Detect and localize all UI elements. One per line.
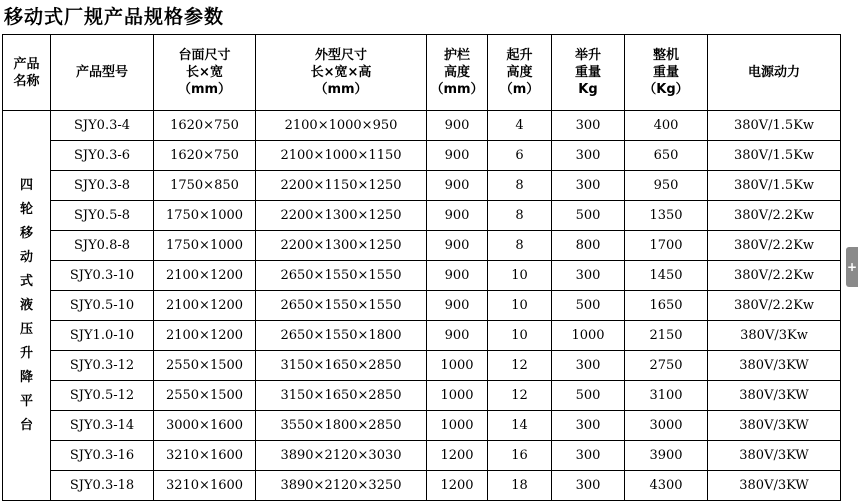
- table-row: [3, 411, 841, 441]
- cell-outer-size: 2200×1300×1250: [256, 201, 427, 231]
- cell-guard-height: 1200: [427, 471, 488, 501]
- side-expand-button[interactable]: +: [846, 247, 858, 287]
- header-lift-weight: 举升 重量 Kg: [552, 35, 625, 111]
- cell-power: 380V/3KW: [708, 471, 841, 501]
- cell-machine-weight: 3900: [625, 441, 708, 471]
- table-row: [3, 381, 841, 411]
- cell-outer-size: 2650×1550×1800: [256, 321, 427, 351]
- table-row: [3, 231, 841, 261]
- cell-outer-size: 2100×1000×950: [256, 111, 427, 141]
- cell-table-size: 1620×750: [154, 141, 256, 171]
- cell-machine-weight: 1700: [625, 231, 708, 261]
- cell-lift-weight: 800: [552, 231, 625, 261]
- cell-guard-height: 1200: [427, 441, 488, 471]
- table-row: [3, 321, 841, 351]
- cell-table-size: 1750×850: [154, 171, 256, 201]
- cell-lift-height: 4: [488, 111, 552, 141]
- cell-outer-size: 3890×2120×3250: [256, 471, 427, 501]
- cell-power: 380V/3KW: [708, 411, 841, 441]
- cell-outer-size: 3150×1650×2850: [256, 381, 427, 411]
- cell-outer-size: 3890×2120×3030: [256, 441, 427, 471]
- cell-machine-weight: 2750: [625, 351, 708, 381]
- cell-machine-weight: 3100: [625, 381, 708, 411]
- cell-table-size: 3210×1600: [154, 471, 256, 501]
- cell-lift-height: 10: [488, 321, 552, 351]
- cell-table-size: 2100×1200: [154, 291, 256, 321]
- cell-guard-height: 900: [427, 111, 488, 141]
- cell-lift-weight: 500: [552, 201, 625, 231]
- cell-machine-weight: 650: [625, 141, 708, 171]
- cell-lift-weight: 300: [552, 351, 625, 381]
- cell-lift-height: 18: [488, 471, 552, 501]
- cell-lift-height: 8: [488, 231, 552, 261]
- cell-power: 380V/2.2Kw: [708, 261, 841, 291]
- cell-model: SJY0.3-6: [51, 141, 154, 171]
- table-row: [3, 351, 841, 381]
- cell-lift-height: 14: [488, 411, 552, 441]
- table-row: [3, 441, 841, 471]
- cell-power: 380V/2.2Kw: [708, 291, 841, 321]
- table-row: [3, 171, 841, 201]
- cell-outer-size: 3150×1650×2850: [256, 351, 427, 381]
- cell-model: SJY0.5-10: [51, 291, 154, 321]
- cell-model: SJY1.0-10: [51, 321, 154, 351]
- cell-model: SJY0.3-14: [51, 411, 154, 441]
- table-row: [3, 471, 841, 501]
- cell-power: 380V/2.2Kw: [708, 231, 841, 261]
- cell-lift-weight: 300: [552, 141, 625, 171]
- cell-model: SJY0.3-8: [51, 171, 154, 201]
- cell-table-size: 3210×1600: [154, 441, 256, 471]
- header-outer-size: 外型尺寸 长×宽×高 （mm）: [256, 35, 427, 111]
- cell-machine-weight: 950: [625, 171, 708, 201]
- page-title: 移动式厂规产品规格参数: [4, 6, 225, 28]
- cell-model: SJY0.3-12: [51, 351, 154, 381]
- cell-model: SJY0.5-12: [51, 381, 154, 411]
- cell-model: SJY0.3-16: [51, 441, 154, 471]
- cell-lift-weight: 300: [552, 471, 625, 501]
- cell-power: 380V/1.5Kw: [708, 141, 841, 171]
- cell-outer-size: 2100×1000×1150: [256, 141, 427, 171]
- cell-table-size: 2100×1200: [154, 261, 256, 291]
- cell-lift-weight: 500: [552, 291, 625, 321]
- cell-guard-height: 1000: [427, 381, 488, 411]
- header-table-size: 台面尺寸 长×宽 （mm）: [154, 35, 256, 111]
- cell-table-size: 3000×1600: [154, 411, 256, 441]
- table-header-row: [3, 35, 841, 111]
- cell-guard-height: 1000: [427, 411, 488, 441]
- cell-model: SJY0.8-8: [51, 231, 154, 261]
- cell-outer-size: 2650×1550×1550: [256, 261, 427, 291]
- cell-guard-height: 900: [427, 171, 488, 201]
- cell-outer-size: 2200×1150×1250: [256, 171, 427, 201]
- cell-lift-height: 10: [488, 261, 552, 291]
- product-category-cell: [3, 111, 51, 501]
- cell-table-size: 2550×1500: [154, 351, 256, 381]
- cell-lift-height: 12: [488, 351, 552, 381]
- header-product-name: 产品 名称: [3, 35, 51, 111]
- cell-lift-weight: 300: [552, 111, 625, 141]
- cell-guard-height: 900: [427, 291, 488, 321]
- cell-machine-weight: 1350: [625, 201, 708, 231]
- cell-machine-weight: 1450: [625, 261, 708, 291]
- header-guard-height: 护栏 高度 （mm）: [427, 35, 488, 111]
- cell-lift-weight: 500: [552, 381, 625, 411]
- product-category: 四轮移动式液压升降平台: [19, 177, 33, 433]
- cell-power: 380V/3KW: [708, 351, 841, 381]
- cell-lift-weight: 300: [552, 171, 625, 201]
- cell-lift-weight: 300: [552, 411, 625, 441]
- cell-table-size: 2100×1200: [154, 321, 256, 351]
- cell-machine-weight: 1650: [625, 291, 708, 321]
- cell-model: SJY0.5-8: [51, 201, 154, 231]
- cell-lift-height: 16: [488, 441, 552, 471]
- cell-lift-weight: 300: [552, 261, 625, 291]
- cell-guard-height: 900: [427, 321, 488, 351]
- spec-table: [2, 34, 841, 501]
- table-row: [3, 111, 841, 141]
- cell-table-size: 1750×1000: [154, 231, 256, 261]
- cell-guard-height: 900: [427, 261, 488, 291]
- cell-guard-height: 900: [427, 231, 488, 261]
- cell-outer-size: 3550×1800×2850: [256, 411, 427, 441]
- header-machine-weight: 整机 重量 （Kg）: [625, 35, 708, 111]
- cell-lift-height: 10: [488, 291, 552, 321]
- cell-power: 380V/1.5Kw: [708, 111, 841, 141]
- cell-outer-size: 2650×1550×1550: [256, 291, 427, 321]
- header-model: 产品型号: [51, 35, 154, 111]
- cell-guard-height: 900: [427, 201, 488, 231]
- cell-model: SJY0.3-18: [51, 471, 154, 501]
- cell-lift-height: 6: [488, 141, 552, 171]
- table-row: [3, 261, 841, 291]
- cell-power: 380V/2.2Kw: [708, 201, 841, 231]
- table-row: [3, 201, 841, 231]
- cell-model: SJY0.3-10: [51, 261, 154, 291]
- cell-power: 380V/1.5Kw: [708, 171, 841, 201]
- cell-guard-height: 900: [427, 141, 488, 171]
- cell-table-size: 2550×1500: [154, 381, 256, 411]
- cell-lift-weight: 300: [552, 441, 625, 471]
- cell-power: 380V/3KW: [708, 441, 841, 471]
- cell-model: SJY0.3-4: [51, 111, 154, 141]
- cell-lift-height: 8: [488, 171, 552, 201]
- cell-power: 380V/3KW: [708, 381, 841, 411]
- cell-power: 380V/3Kw: [708, 321, 841, 351]
- cell-lift-weight: 1000: [552, 321, 625, 351]
- cell-machine-weight: 3000: [625, 411, 708, 441]
- cell-table-size: 1750×1000: [154, 201, 256, 231]
- cell-outer-size: 2200×1300×1250: [256, 231, 427, 261]
- cell-guard-height: 1000: [427, 351, 488, 381]
- header-lift-height: 起升 高度 （m）: [488, 35, 552, 111]
- cell-lift-height: 8: [488, 201, 552, 231]
- cell-table-size: 1620×750: [154, 111, 256, 141]
- cell-machine-weight: 4300: [625, 471, 708, 501]
- cell-machine-weight: 2150: [625, 321, 708, 351]
- table-row: [3, 141, 841, 171]
- header-power: 电源动力: [708, 35, 841, 111]
- table-row: [3, 291, 841, 321]
- cell-lift-height: 12: [488, 381, 552, 411]
- cell-machine-weight: 400: [625, 111, 708, 141]
